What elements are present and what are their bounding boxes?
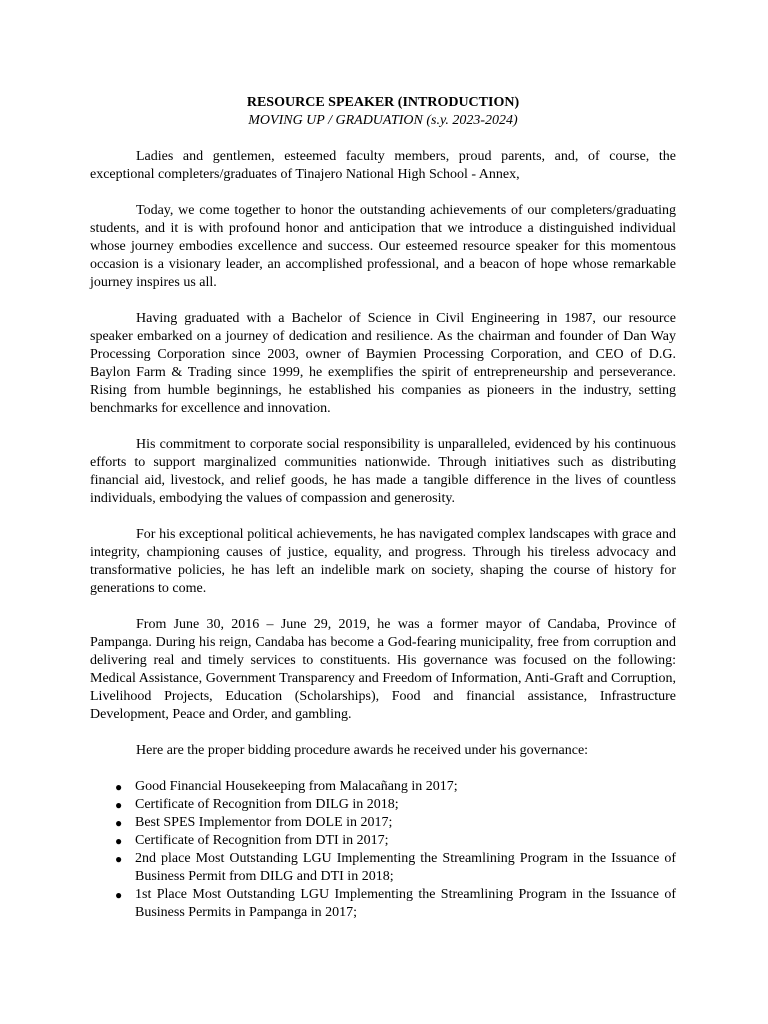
award-text: 1st Place Most Outstanding LGU Implementing the Streamlining Program in the Issuance of Business Permits in Pampanga in 2017;	[135, 887, 676, 920]
paragraph-social-responsibility: His commitment to corporate social responsibility is unparalleled, evidenced by his continuous efforts to support marginalized communities nationwide. Through initiatives such as distributing financial aid, livestock, and relief goods, he has made a tangible difference in the lives of countless individuals, embodying the values of compassion and generosity.	[90, 437, 676, 506]
award-text: Certificate of Recognition from DTI in 2017;	[135, 833, 389, 848]
list-item	[115, 886, 676, 922]
paragraph-mayor-term: From June 30, 2016 – June 29, 2019, he was a former mayor of Candaba, Province of Pampanga. During his reign, Candaba has become a God-fearing municipality, free from corruption and delivering real and timely services to constituents. His governance was focused on the following: Medical Assistance, Government Transparency and Freedom of Information, Anti-Graft and Corruption, Livelihood Projects, Education (Scholarships), Food and financial assistance, Infrastructure Development, Peace and Order, and gambling.	[90, 617, 676, 722]
list-item	[115, 796, 676, 814]
award-text: Best SPES Implementor from DOLE in 2017;	[135, 815, 393, 830]
list-item	[115, 832, 676, 850]
document-subtitle: MOVING UP / GRADUATION (s.y. 2023-2024)	[248, 113, 518, 128]
bullet-icon: ●	[115, 780, 123, 794]
list-item	[115, 850, 676, 886]
awards-list	[90, 778, 676, 922]
list-item	[115, 778, 676, 796]
award-text: 2nd place Most Outstanding LGU Implementing the Streamlining Program in the Issuance of Business Permit from DILG and DTI in 2018;	[135, 851, 676, 884]
paragraph-greeting: Ladies and gentlemen, esteemed faculty members, proud parents, and, of course, the exceptional completers/graduates of Tinajero National High School - Annex,	[90, 149, 676, 182]
bullet-icon: ●	[115, 834, 123, 848]
bullet-icon: ●	[115, 798, 123, 812]
document-title: RESOURCE SPEAKER (INTRODUCTION)	[246, 95, 520, 110]
paragraph-career: Having graduated with a Bachelor of Science in Civil Engineering in 1987, our resource speaker embarked on a journey of dedication and resilience. As the chairman and founder of Dan Way Processing Corporation since 2003, owner of Baymien Processing Corporation, and CEO of D.G. Baylon Farm & Trading since 1999, he exemplifies the spirit of entrepreneurship and perseverance. Rising from humble beginnings, he established his companies as pioneers in the industry, setting benchmarks for excellence and innovation.	[90, 311, 676, 416]
award-text: Good Financial Housekeeping from Malacañang in 2017;	[135, 779, 458, 794]
bullet-icon: ●	[115, 852, 123, 866]
list-item	[115, 814, 676, 832]
paragraph-political-achievements: For his exceptional political achievements, he has navigated complex landscapes with grace and integrity, championing causes of justice, equality, and progress. Through his tireless advocacy and transformative policies, he has left an indelible mark on society, shaping the course of history for generations to come.	[90, 527, 676, 596]
bullet-icon: ●	[115, 888, 123, 902]
paragraph-introduction: Today, we come together to honor the outstanding achievements of our completers/graduating students, and it is with profound honor and anticipation that we introduce a distinguished individual whose journey embodies excellence and success. Our esteemed resource speaker for this momentous occasion is a visionary leader, an accomplished professional, and a beacon of hope whose remarkable journey inspires us all.	[90, 203, 676, 290]
award-text: Certificate of Recognition from DILG in 2018;	[135, 797, 399, 812]
bullet-icon: ●	[115, 816, 123, 830]
paragraph-awards-intro: Here are the proper bidding procedure awards he received under his governance:	[136, 743, 589, 758]
